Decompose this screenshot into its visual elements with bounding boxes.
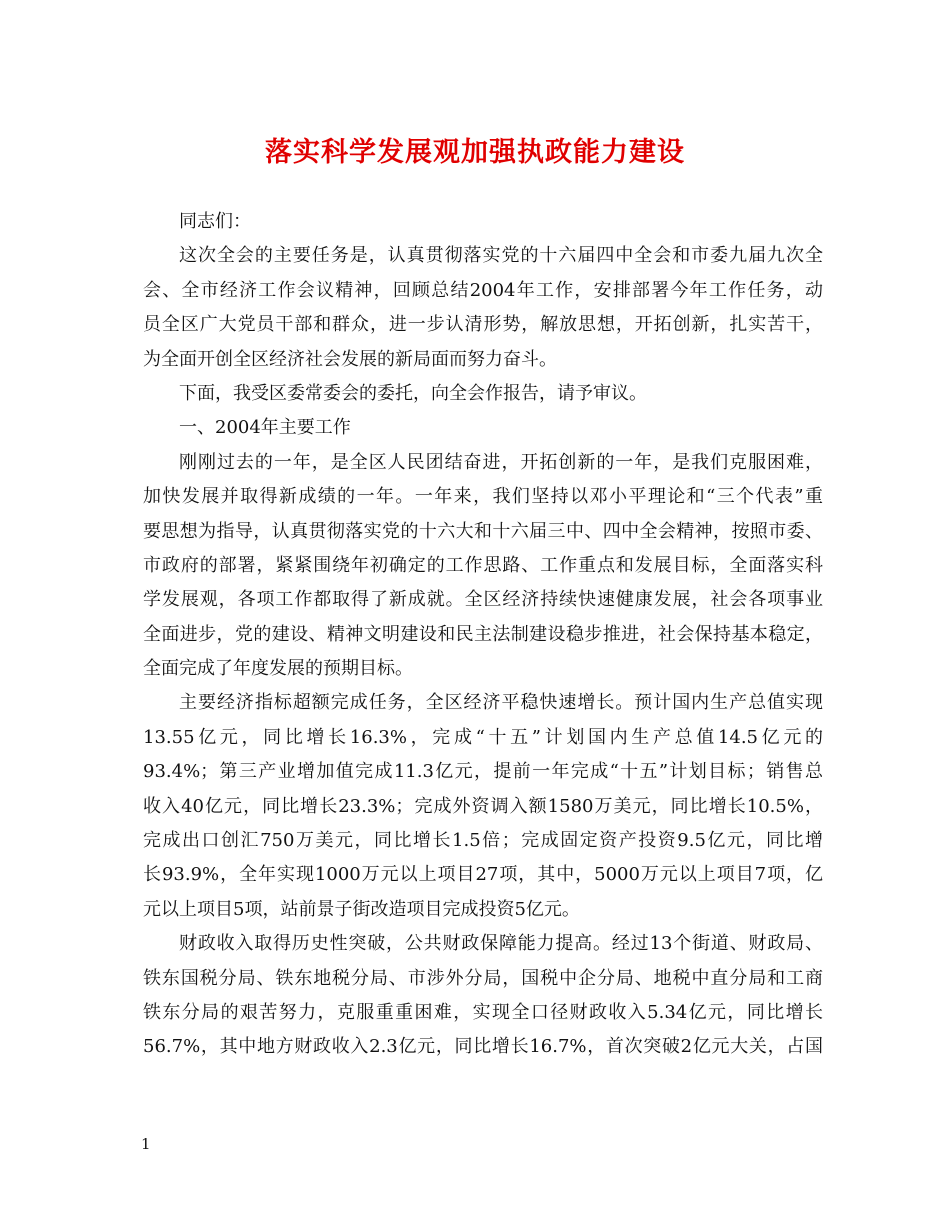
page-number: 1	[141, 1135, 151, 1153]
text-line: 学发展观，各项工作都取得了新成就。全区经济持续快速健康发展，社会各项事业	[143, 589, 823, 611]
text-line: 同志们：	[179, 211, 251, 232]
text-line: 56.7%，其中地方财政收入2.3亿元，同比增长16.7%，首次突破2亿元大关，占国	[143, 1036, 823, 1058]
text-line: 收入40亿元，同比增长23.3%；完成外资调入额1580万美元，同比增长10.5%，	[143, 795, 823, 817]
text-line: 会、全市经济工作会议精神，回顾总结2004年工作，安排部署今年工作任务，动	[143, 279, 823, 301]
text-line: 元以上项目5项，站前景子街改造项目完成投资5亿元。	[143, 898, 580, 920]
document-title: 落实科学发展观加强执政能力建设	[265, 137, 685, 168]
text-line: 长93.9%，全年实现1000万元以上项目27项，其中，5000万元以上项目7项，亿	[143, 864, 823, 886]
text-line: 93.4%；第三产业增加值完成11.3亿元，提前一年完成“十五”计划目标；销售总	[143, 761, 823, 783]
text-line: 要思想为指导，认真贯彻落实党的十六大和十六届三中、四中全会精神，按照市委、	[143, 520, 823, 542]
text-line: 财政收入取得历史性突破，公共财政保障能力提高。经过13个街道、财政局、	[179, 933, 823, 955]
text-line: 刚刚过去的一年，是全区人民团结奋进，开拓创新的一年，是我们克服困难，	[179, 451, 823, 473]
text-line: 一、2004年主要工作	[179, 417, 351, 439]
text-line: 为全面开创全区经济社会发展的新局面而努力奋斗。	[143, 348, 557, 370]
text-line: 主要经济指标超额完成任务，全区经济平稳快速增长。预计国内生产总值实现	[179, 692, 823, 714]
text-line: 铁东分局的艰苦努力，克服重重困难，实现全口径财政收入5.34亿元，同比增长	[143, 1001, 823, 1023]
text-line: 下面，我受区委常委会的委托，向全会作报告，请予审议。	[179, 382, 647, 404]
text-line: 全面完成了年度发展的预期目标。	[143, 658, 413, 680]
text-line: 铁东国税分局、铁东地税分局、市涉外分局，国税中企分局、地税中直分局和工商	[143, 967, 823, 989]
text-line: 完成出口创汇750万美元，同比增长1.5倍；完成固定资产投资9.5亿元，同比增	[143, 830, 823, 852]
text-line: 13.55亿元，同比增长16.3%，完成“十五”计划国内生产总值14.5亿元的	[143, 726, 823, 748]
text-line: 这次全会的主要任务是，认真贯彻落实党的十六届四中全会和市委九届九次全	[179, 245, 823, 267]
text-line: 员全区广大党员干部和群众，进一步认清形势，解放思想，开拓创新，扎实苦干，	[143, 314, 823, 336]
text-line: 市政府的部署，紧紧围绕年初确定的工作思路、工作重点和发展目标，全面落实科	[143, 554, 823, 576]
document-body	[143, 205, 823, 1065]
text-line: 全面进步，党的建设、精神文明建设和民主法制建设稳步推进，社会保持基本稳定，	[143, 623, 823, 645]
text-line: 加快发展并取得新成绩的一年。一年来，我们坚持以邓小平理论和“三个代表”重	[143, 486, 823, 508]
